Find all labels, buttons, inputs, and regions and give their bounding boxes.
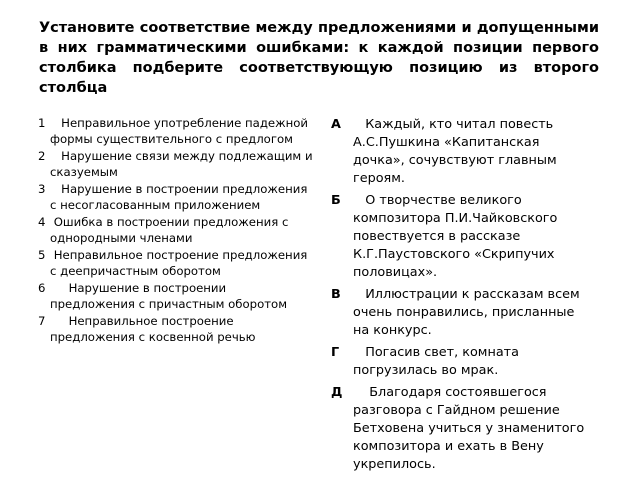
sentence-item <box>331 116 593 188</box>
error-item <box>38 248 313 279</box>
error-item <box>38 149 313 180</box>
sentence-letter: Б <box>331 193 341 208</box>
sentence-letter: В <box>331 287 341 302</box>
error-item <box>38 182 313 213</box>
sentence-text: Благодаря состоявшегося разговора с Гайдном решение Бетховена учиться у знаменитого композитора и ехать в Вену укрепилось. <box>353 385 585 472</box>
sentences-column <box>331 116 593 478</box>
error-text: Нарушение в построении предложения с причастным оборотом <box>50 281 288 311</box>
sentence-text: Каждый, кто читал повесть А.С.Пушкина «Капитанская дочка», сочувствуют главным героям. <box>353 117 557 186</box>
sentence-text: Иллюстрации к рассказам всем очень понравились, присланные на конкурс. <box>353 287 580 338</box>
error-number: 4 <box>38 215 46 229</box>
sentence-text: О творчестве великого композитора П.И.Чайковского повествуется в рассказе К.Г.Паустовского «Скрипучих половицах». <box>353 193 558 280</box>
errors-column <box>38 116 313 347</box>
sentence-item <box>331 286 593 340</box>
error-item <box>38 281 313 312</box>
sentence-text: Погасив свет, комната погрузилась во мрак. <box>353 345 519 378</box>
error-number: 1 <box>38 116 46 130</box>
error-item <box>38 116 313 147</box>
error-number: 3 <box>38 182 46 196</box>
task-title: Установите соответствие между предложениями и допущенными в них грамматическими ошибками: к каждой позиции первого столбика подберите соответствующую позицию из второго столбца <box>39 20 599 96</box>
error-item <box>38 215 313 246</box>
sentence-item <box>331 344 593 380</box>
error-text: Неправильное употребление падежной формы существительного с предлогом <box>50 116 309 146</box>
error-number: 7 <box>38 314 46 328</box>
error-text: Ошибка в построении предложения с однородными членами <box>50 215 289 245</box>
error-number: 5 <box>38 248 46 262</box>
error-text: Неправильное построение предложения с косвенной речью <box>50 314 256 344</box>
sentence-item <box>331 192 593 282</box>
sentence-item <box>331 384 593 474</box>
error-text: Нарушение связи между подлежащим и сказуемым <box>50 149 313 179</box>
error-item <box>38 314 313 345</box>
error-number: 2 <box>38 149 46 163</box>
sentence-letter: А <box>331 117 341 132</box>
sentence-letter: Д <box>331 385 343 400</box>
error-text: Неправильное построение предложения с деепричастным оборотом <box>50 248 308 278</box>
error-number: 6 <box>38 281 46 295</box>
error-text: Нарушение в построении предложения с несогласованным приложением <box>50 182 308 212</box>
sentence-letter: Г <box>331 345 340 360</box>
